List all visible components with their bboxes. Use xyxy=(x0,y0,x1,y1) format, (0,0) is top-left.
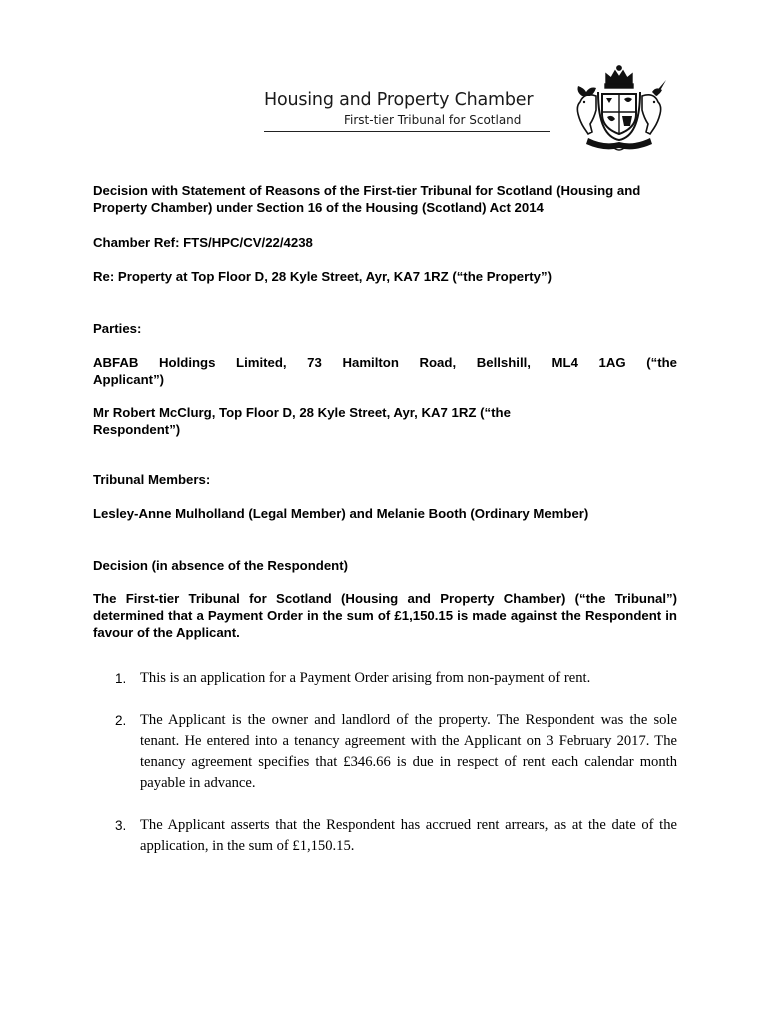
numbered-paragraphs xyxy=(115,668,677,857)
applicant-line-1: ABFAB Holdings Limited, 73 Hamilton Road, Bellshill, ML4 1AG (“the xyxy=(93,355,677,370)
list-item xyxy=(115,815,677,857)
tribunal-members: Lesley-Anne Mulholland (Legal Member) and Melanie Booth (Ordinary Member) xyxy=(93,506,589,521)
paragraph-number: 2. xyxy=(115,713,127,728)
decision-statement: The First-tier Tribunal for Scotland (Housing and Property Chamber) (“the Tribunal”) determined that a Payment Order in the sum of £1,150.15 is made against the Respondent in favour of the Applicant. xyxy=(93,591,677,640)
property-reference: Re: Property at Top Floor D, 28 Kyle Street, Ayr, KA7 1RZ (“the Property”) xyxy=(93,269,552,284)
respondent-details: Mr Robert McClurg, Top Floor D, 28 Kyle Street, Ayr, KA7 1RZ (“the Respondent”) xyxy=(93,405,511,437)
paragraph-text: The Applicant asserts that the Respondent has accrued rent arrears, as at the date of the application, in the sum of £1,150.15. xyxy=(140,817,677,854)
list-item xyxy=(115,710,677,794)
tribunal-name: First-tier Tribunal for Scotland xyxy=(344,113,522,127)
applicant-line-2: Applicant”) xyxy=(93,372,165,387)
decision-heading: Decision (in absence of the Respondent) xyxy=(93,558,348,573)
paragraph-number: 1. xyxy=(115,671,127,686)
royal-coat-of-arms-icon xyxy=(554,62,684,152)
paragraph-text: The Applicant is the owner and landlord of the property. The Respondent was the sole tenant. He entered into a tenancy agreement with the Applicant on 3 February 2017. The tenancy agreement specifies that £346.66 is due in respect of rent each calendar month payable in advance. xyxy=(140,712,677,791)
document-title: Decision with Statement of Reasons of the First-tier Tribunal for Scotland (Housing and Property Chamber) under Section 16 of the Housing (Scotland) Act 2014 xyxy=(93,183,641,215)
paragraph-text: This is an application for a Payment Order arising from non-payment of rent. xyxy=(140,670,591,686)
paragraph-number: 3. xyxy=(115,818,127,833)
header-rule xyxy=(264,131,550,132)
chamber-header xyxy=(262,62,692,152)
chamber-reference: Chamber Ref: FTS/HPC/CV/22/4238 xyxy=(93,235,313,250)
tribunal-members-heading: Tribunal Members: xyxy=(93,472,211,487)
chamber-name: Housing and Property Chamber xyxy=(264,90,534,110)
list-item xyxy=(115,668,677,689)
decision-document xyxy=(93,182,677,641)
parties-heading: Parties: xyxy=(93,321,142,336)
